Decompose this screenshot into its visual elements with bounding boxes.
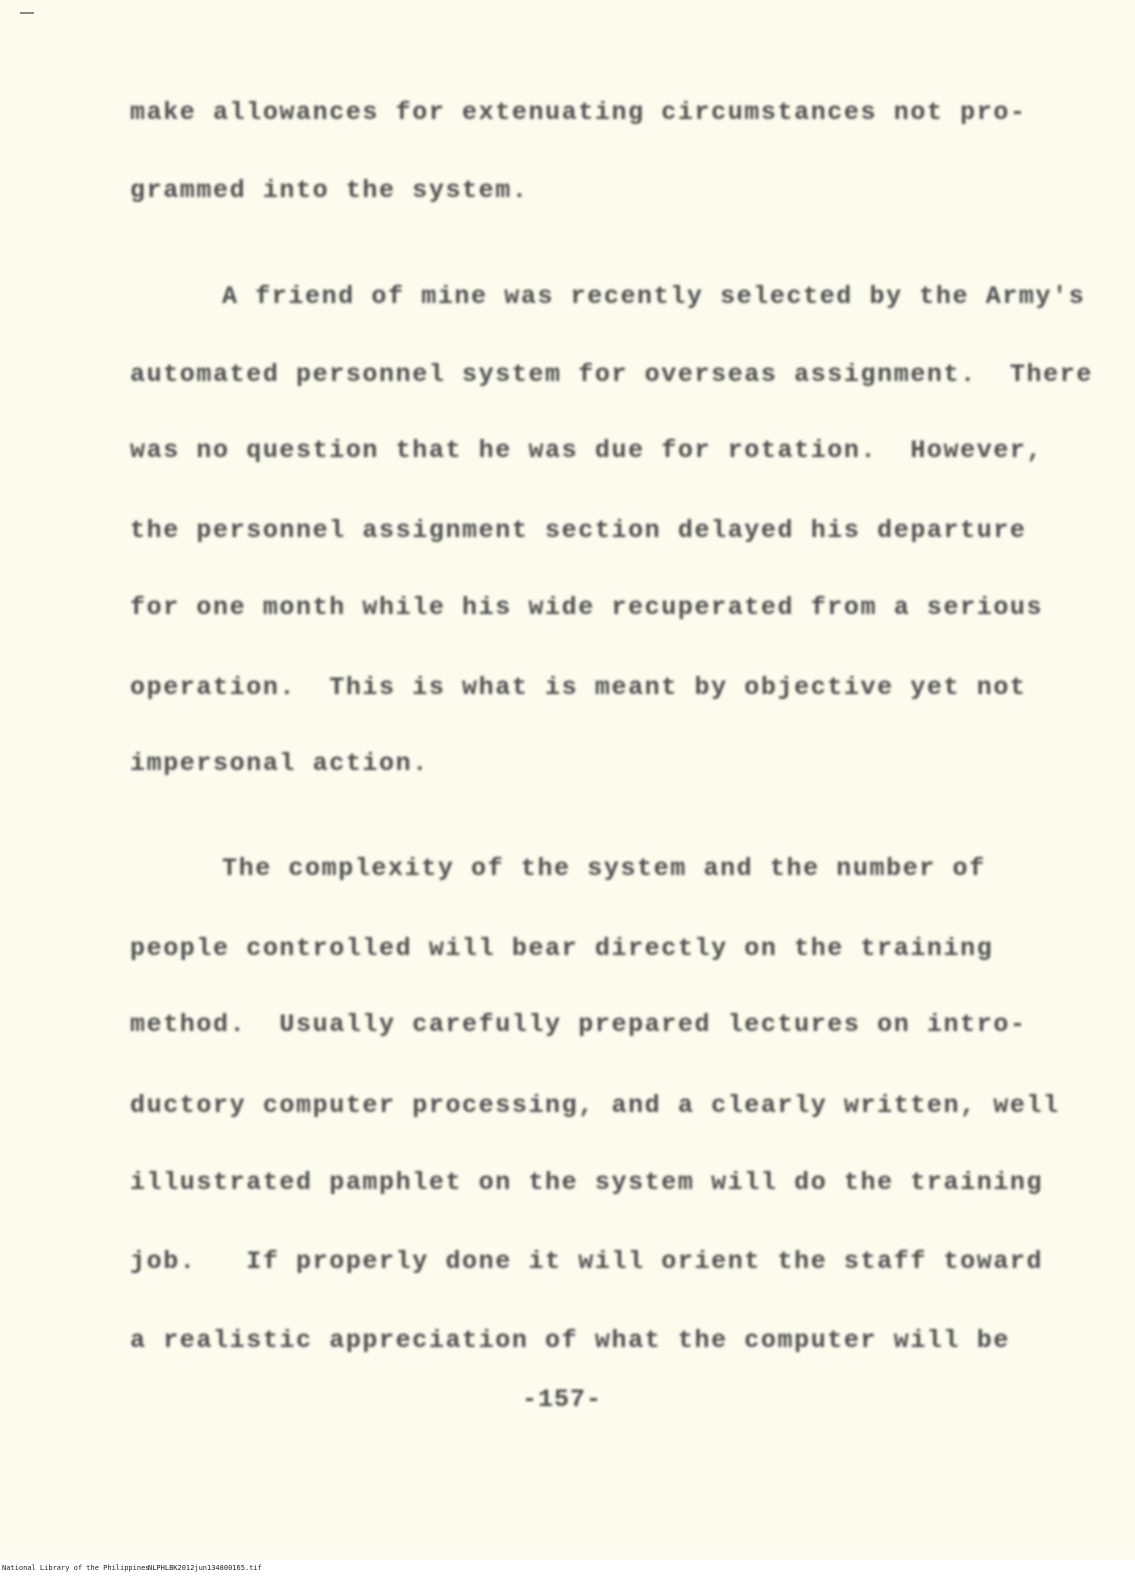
corner-scan-mark (20, 12, 34, 14)
page-number: -157- (522, 1385, 603, 1414)
text-line: illustrated pamphlet on the system will do the training (130, 1168, 1044, 1197)
text-line: was no question that he was due for rotation. However, (130, 436, 1044, 465)
footer-library: National Library of the Philippines (2, 1564, 150, 1572)
paragraph-first-line: A friend of mine was recently selected by the Army's (222, 282, 1086, 311)
paragraph-first-line: The complexity of the system and the number of (222, 854, 986, 883)
text-line: a realistic appreciation of what the computer will be (130, 1326, 1010, 1355)
text-line: job. If properly done it will orient the staff toward (130, 1247, 1044, 1276)
text-line: method. Usually carefully prepared lectures on intro- (130, 1010, 1027, 1039)
text-line: people controlled will bear directly on the training (130, 934, 994, 963)
text-line: impersonal action. (130, 749, 429, 778)
text-line: ductory computer processing, and a clearly written, well (130, 1091, 1060, 1120)
footer-filename: NLPHLBK2012jun134800165.tif (148, 1564, 262, 1572)
text-line: automated personnel system for overseas assignment. There (130, 360, 1093, 389)
text-line: grammed into the system. (130, 176, 529, 205)
text-line: make allowances for extenuating circumstances not pro- (130, 98, 1027, 127)
scan-footer (0, 1560, 1135, 1583)
text-line: for one month while his wide recuperated from a serious (130, 593, 1044, 622)
text-line: operation. This is what is meant by objective yet not (130, 673, 1027, 702)
text-line: the personnel assignment section delayed his departure (130, 516, 1027, 545)
